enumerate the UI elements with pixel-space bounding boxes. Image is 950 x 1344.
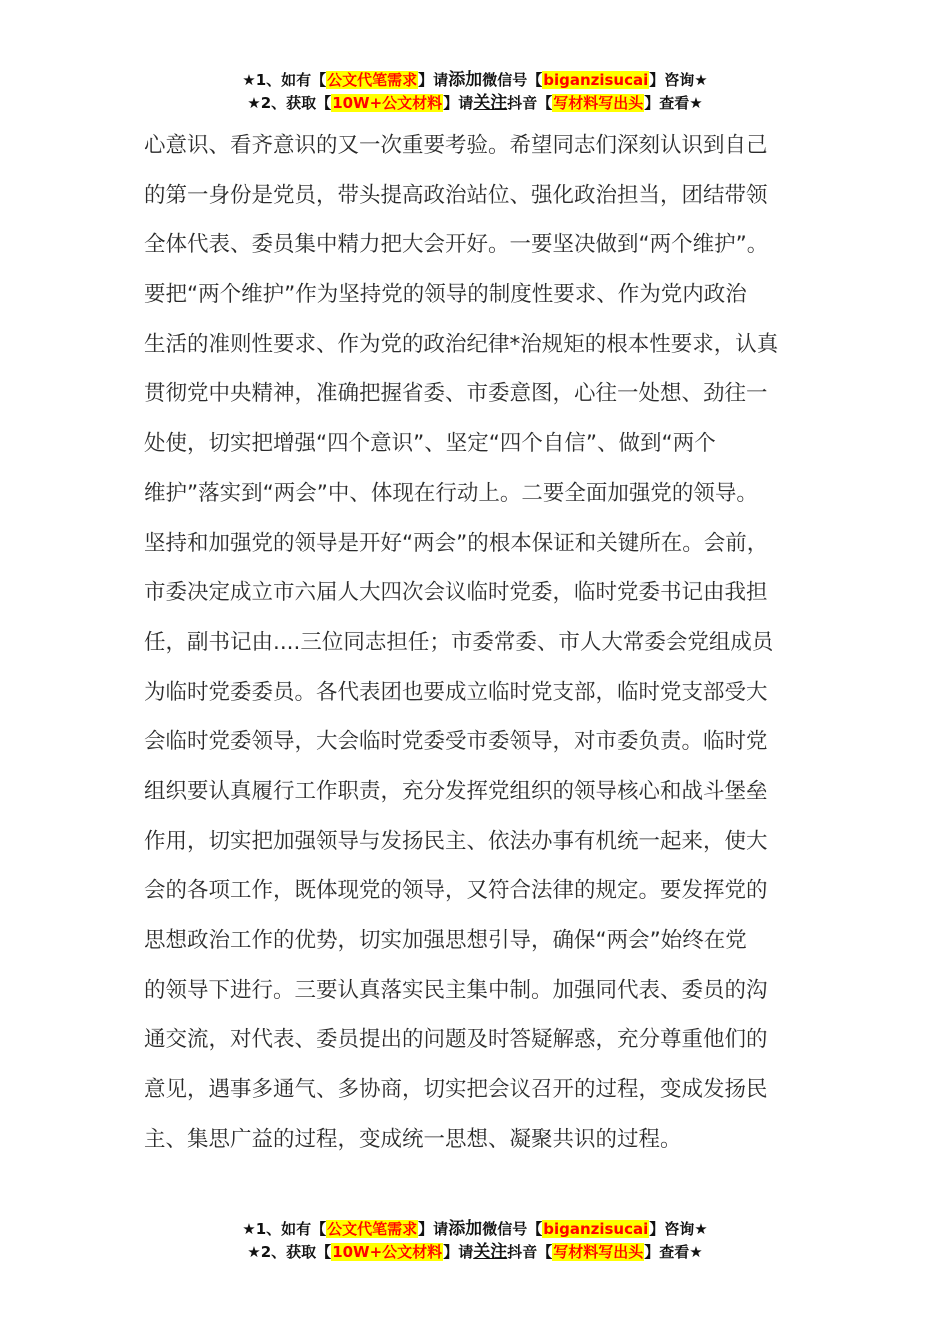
highlight-materials: 10W+公文材料 xyxy=(332,1243,443,1261)
promo-text: 2、获取【 xyxy=(260,94,332,112)
promo-line-1 xyxy=(0,69,950,92)
body-line: 意见，遇事多通气、多协商，切实把会议召开的过程，变成发扬民 xyxy=(144,1077,768,1103)
body-line: 思想政治工作的优势，切实加强思想引导，确保“两会”始终在党 xyxy=(144,928,747,953)
body-line: 生活的准则性要求、作为党的政治纪律*治规矩的根本性要求，认真 xyxy=(144,331,779,357)
promo-text: 抖音【 xyxy=(507,1243,553,1261)
promo-text: 】请 xyxy=(443,94,474,112)
star-icon: ★ xyxy=(694,1220,708,1238)
star-icon: ★ xyxy=(247,94,261,112)
promo-text: 】咨询 xyxy=(649,1220,695,1238)
promo-text: 微信号【 xyxy=(482,1220,543,1238)
promo-emphasis: 添加 xyxy=(448,1219,483,1239)
star-icon: ★ xyxy=(694,71,708,89)
body-line: 维护”落实到“两会”中、体现在行动上。二要全面加强党的领导。 xyxy=(144,480,758,506)
highlight-douyin-account: 写材料写出头 xyxy=(553,94,644,112)
body-line: 主、集思广益的过程，变成统一思想、凝聚共识的过程。 xyxy=(144,1126,682,1152)
body-line: 的第一身份是党员，带头提高政治站位、强化政治担当，团结带领 xyxy=(144,182,768,208)
promo-emphasis: 添加 xyxy=(448,70,483,90)
promo-emphasis: 关注 xyxy=(473,1242,508,1262)
body-line: 任，副书记由....三位同志担任；市委常委、市人大常委会党组成员 xyxy=(144,629,774,655)
promo-text: 】查看 xyxy=(644,94,690,112)
star-icon: ★ xyxy=(242,71,256,89)
promo-text: 】咨询 xyxy=(649,71,695,89)
star-icon: ★ xyxy=(247,1243,261,1261)
document-body xyxy=(144,121,824,1164)
promo-emphasis: 关注 xyxy=(473,93,508,113)
body-line: 坚持和加强党的领导是开好“两会”的根本保证和关键所在。会前， xyxy=(144,530,769,556)
promo-text: 微信号【 xyxy=(482,71,543,89)
promo-text: 】请 xyxy=(418,71,449,89)
promo-text: 】请 xyxy=(443,1243,474,1261)
footer-promo-banner xyxy=(0,1218,950,1264)
star-icon: ★ xyxy=(242,1220,256,1238)
star-icon: ★ xyxy=(689,94,703,112)
highlight-service: 公文代笔需求 xyxy=(327,1220,418,1238)
highlight-materials: 10W+公文材料 xyxy=(332,94,443,112)
body-line: 为临时党委委员。各代表团也要成立临时党支部，临时党支部受大 xyxy=(144,679,768,705)
body-line: 市委决定成立市六届人大四次会议临时党委，临时党委书记由我担 xyxy=(144,580,768,606)
body-line: 贯彻党中央精神，准确把握省委、市委意图，心往一处想、劲往一 xyxy=(144,381,768,407)
body-line: 全体代表、委员集中精力把大会开好。一要坚决做到“两个维护”。 xyxy=(144,232,769,258)
body-line: 心意识、看齐意识的又一次重要考验。希望同志们深刻认识到自己 xyxy=(144,133,768,158)
highlight-douyin-account: 写材料写出头 xyxy=(553,1243,644,1261)
promo-line-2 xyxy=(0,92,950,115)
highlight-service: 公文代笔需求 xyxy=(327,71,418,89)
body-line: 处使，切实把增强“四个意识”、坚定“四个自信”、做到“两个 xyxy=(144,431,716,457)
body-line: 作用，切实把加强领导与发扬民主、依法办事有机统一起来，使大 xyxy=(144,828,768,854)
promo-line-1 xyxy=(0,1218,950,1241)
highlight-wechat-id: biganzisucai xyxy=(543,1220,649,1238)
body-line: 通交流，对代表、委员提出的问题及时答疑解惑，充分尊重他们的 xyxy=(144,1027,768,1053)
body-line: 要把“两个维护”作为坚持党的领导的制度性要求、作为党内政治 xyxy=(144,282,747,308)
star-icon: ★ xyxy=(689,1243,703,1261)
promo-text: 1、如有【 xyxy=(255,71,327,89)
body-line: 组织要认真履行工作职责，充分发挥党组织的领导核心和战斗堡垒 xyxy=(144,778,768,804)
body-line: 的领导下进行。三要认真落实民主集中制。加强同代表、委员的沟 xyxy=(144,977,768,1003)
promo-text: 】查看 xyxy=(644,1243,690,1261)
promo-text: 1、如有【 xyxy=(255,1220,327,1238)
header-promo-banner xyxy=(0,69,950,115)
promo-text: 2、获取【 xyxy=(260,1243,332,1261)
promo-text: 抖音【 xyxy=(507,94,553,112)
body-line: 会的各项工作，既体现党的领导，又符合法律的规定。要发挥党的 xyxy=(144,878,768,904)
promo-line-2 xyxy=(0,1241,950,1264)
body-line: 会临时党委领导，大会临时党委受市委领导，对市委负责。临时党 xyxy=(144,729,768,755)
promo-text: 】请 xyxy=(418,1220,449,1238)
highlight-wechat-id: biganzisucai xyxy=(543,71,649,89)
